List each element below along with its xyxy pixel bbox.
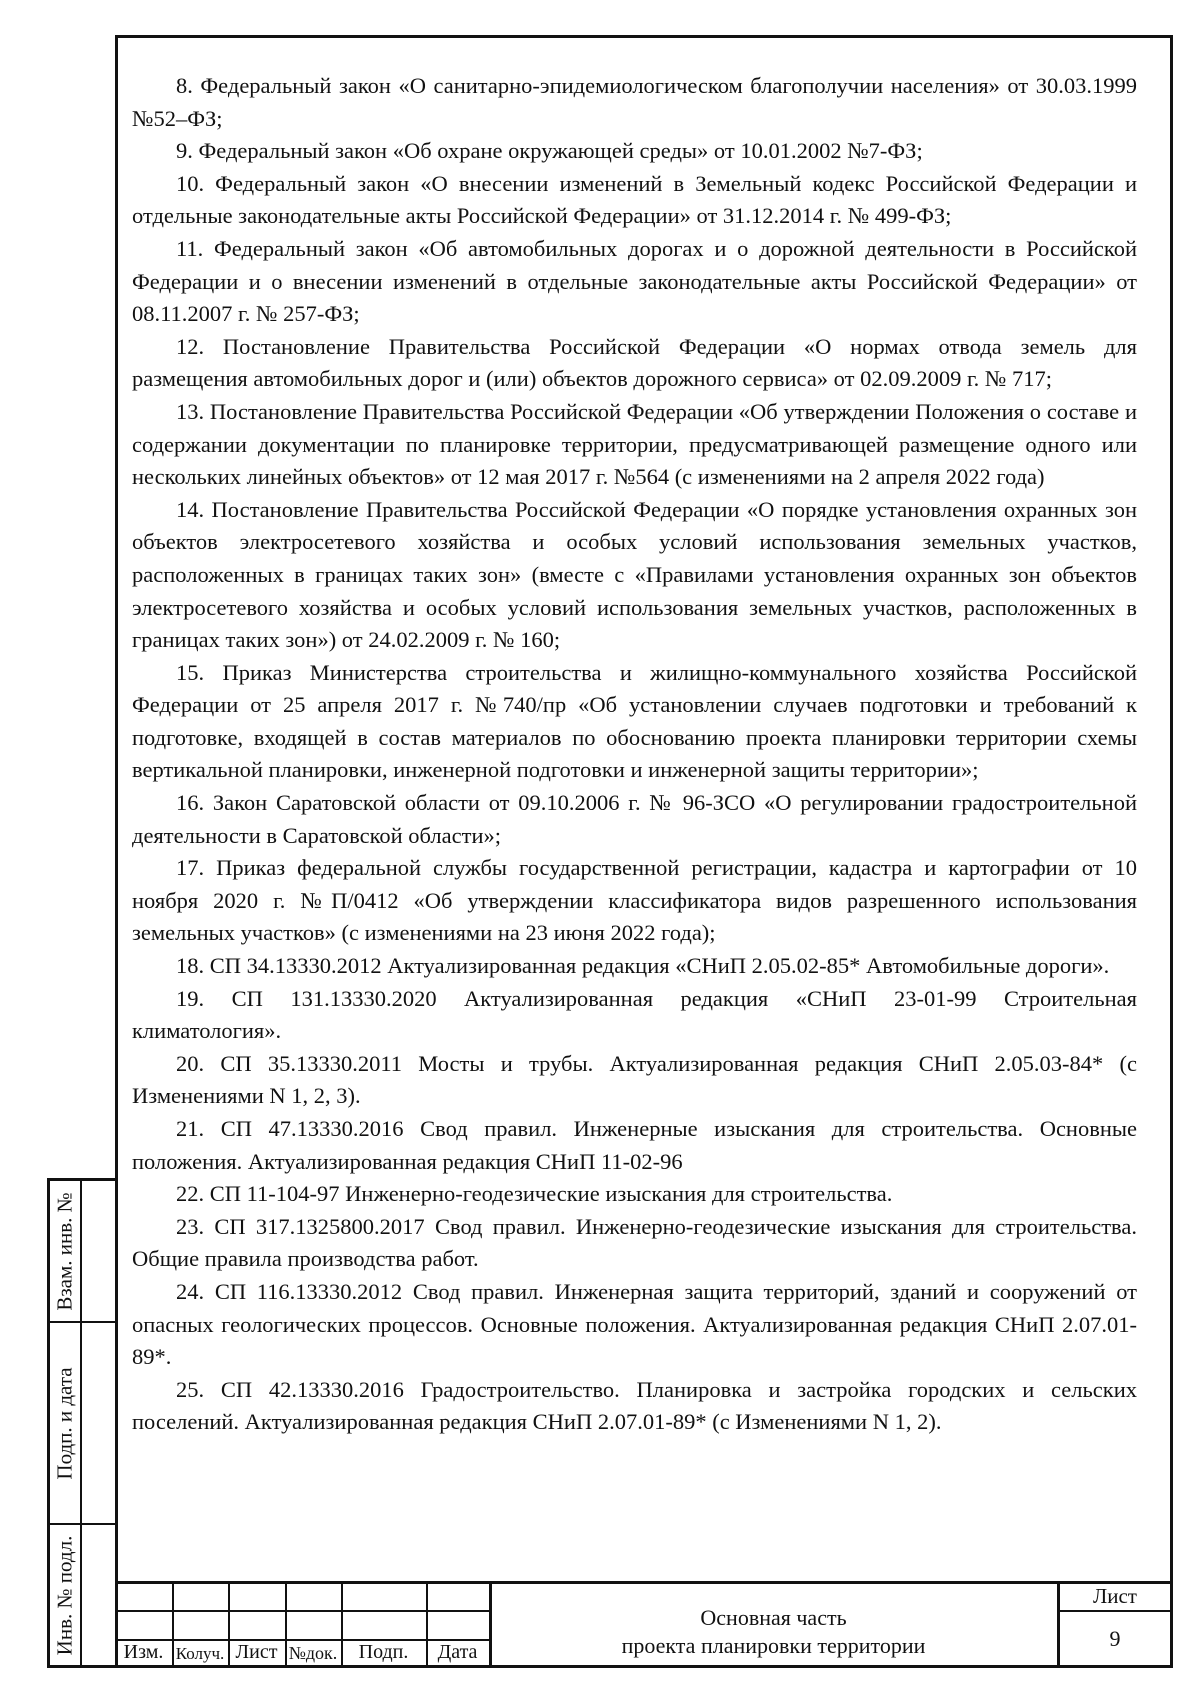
label-podp: Подп. [358,1641,409,1663]
side-label-inv: Инв. № подл. [52,1535,77,1655]
sheet-number: 9 [1109,1626,1121,1651]
label-izm: Изм. [123,1641,164,1663]
label-data: Дата [437,1641,478,1663]
document-body [132,70,1137,1439]
paragraph: 23. СП 317.1325800.2017 Свод правил. Инженерно-геодезические изыскания для строительства. Общие правила производства работ. [132,1213,1137,1272]
sheet-box-divider [1057,1610,1173,1612]
label-koluch: Колуч. [175,1644,225,1663]
doc-title-line-2: проекта планировки территории [621,1633,926,1658]
paragraph: 15. Приказ Министерства строительства и жилищно-коммунального хозяйства Российской Федерации от 25 апреля 2017 г. №740/пр «Об установлении случаев подготовки и требований к подготовке, входящей в состав материалов по обоснованию проекта планировки территории схемы вертикальной планировки, инженерной подготовки и инженерной защиты территории»; [132,659,1137,783]
paragraph: 8. Федеральный закон «О санитарно-эпидемиологическом благополучии населения» от 30.03.1999 №52–ФЗ; [132,73,1137,131]
paragraph: 19. СП 131.13330.2020 Актуализированная редакция «СНиП 23-01-99 Строительная климатология». [132,985,1137,1044]
paragraph: 17. Приказ федеральной службы государственной регистрации, кадастра и картографии от 10 ноября 2020 г. №П/0412 «Об утверждении классификатора видов разрешенного использования земельных участков» (с изменениями на 23 июня 2022 года); [132,855,1137,946]
sheet-label: Лист [1093,1584,1137,1608]
paragraph: 12. Постановление Правительства Российской Федерации «О нормах отвода земель для размещения автомобильных дорог и (или) объектов дорожного сервиса» от 02.09.2009 г. № 717; [132,333,1137,392]
paragraph: 22. СП 11-104-97 Инженерно-геодезические изыскания для строительства. [176,1181,893,1207]
title-block [115,1581,1173,1668]
paragraph: 10. Федеральный закон «О внесении изменений в Земельный кодекс Российской Федерации и отдельные законодательные акты Российской Федерации» от 31.12.2014 г. № 499-ФЗ; [132,170,1137,229]
label-ndok: №док. [288,1643,338,1663]
title-block-top-border [115,1581,1173,1584]
paragraph: 16. Закон Саратовской области от 09.10.2006 г. № 96-ЗСО «О регулировании градостроительной деятельности в Саратовской области»; [132,790,1137,848]
paragraph: 11. Федеральный закон «Об автомобильных дорогах и о дорожной деятельности в Российской Федерации и о внесении изменений в отдельные законодательные акты Российской Федерации» от 08.11.2007 г. № 257-ФЗ; [132,235,1137,327]
paragraph: 25. СП 42.13330.2016 Градостроительство. Планировка и застройка городских и сельских поселений. Актуализированная редакция СНиП 2.07.01-89* (с Изменениями N 1, 2). [132,1376,1137,1435]
side-label-podp: Подп. и дата [52,1366,77,1480]
paragraph: 14. Постановление Правительства Российской Федерации «О порядке установления охранных зон объектов электросетевого хозяйства и особых условий использования земельных участков, расположенных в границах таких зон» (вместе с «Правилами установления охранных зон объектов электросетевого хозяйства и особых условий использования земельных участков, расположенных в границах таких зон») от 24.02.2009 г. № 160; [132,496,1137,653]
paragraph: 20. СП 35.13330.2011 Мосты и трубы. Актуализированная редакция СНиП 2.05.03-84* (с Изменениями N 1, 2, 3). [132,1050,1137,1109]
paragraph: 21. СП 47.13330.2016 Свод правил. Инженерные изыскания для строительства. Основные положения. Актуализированная редакция СНиП 11-02-96 [132,1116,1137,1174]
paragraph: 9. Федеральный закон «Об охране окружающей среды» от 10.01.2002 №7-ФЗ; [176,138,923,164]
side-label-vzam: Взам. инв. № [52,1191,77,1311]
paragraph: 24. СП 116.13330.2012 Свод правил. Инженерная защита территорий, зданий и сооружений от опасных геологических процессов. Основные положения. Актуализированная редакция СНиП 2.07.01-89*. [132,1278,1137,1370]
paragraph: 13. Постановление Правительства Российской Федерации «Об утверждении Положения о составе и содержании документации по планировке территории, предусматривающей размещение одного или нескольких линейных объектов» от 12 мая 2017 г. №564 (с изменениями на 2 апреля 2022 года) [132,398,1137,490]
paragraph: 18. СП 34.13330.2012 Актуализированная редакция «СНиП 2.05.02-85* Автомобильные дороги». [176,953,1110,979]
label-list: Лист [235,1641,278,1663]
side-stamp-strip [47,1178,115,1668]
doc-title-line-1: Основная часть [700,1605,847,1630]
